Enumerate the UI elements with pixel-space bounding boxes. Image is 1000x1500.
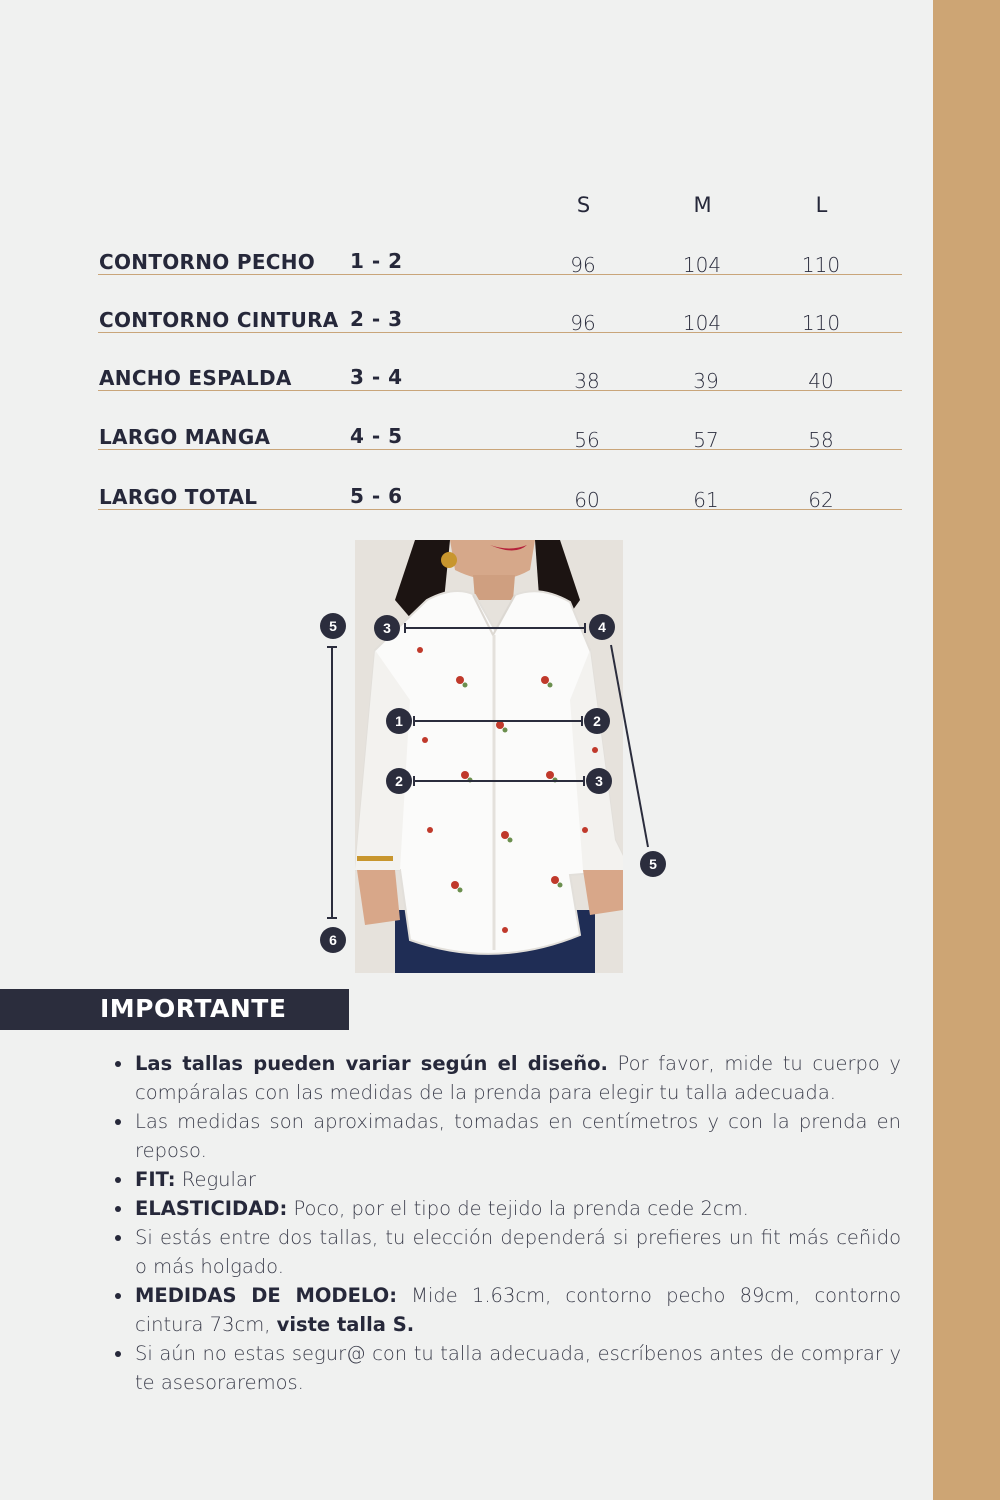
svg-text:5: 5 [329,618,337,634]
svg-text:3: 3 [383,620,391,636]
measure-points: 2 - 3 [350,307,403,331]
svg-text:1: 1 [395,713,403,729]
value-m: 104 [682,253,722,277]
note-text: Por favor, mide tu cuerpo y compáralas con las medidas de la prenda para elegir tu talla adecuada. [135,1052,901,1104]
note-item [135,1223,901,1281]
note-item [135,1339,901,1397]
value-s: 60 [574,488,600,512]
note-text: Poco, por el tipo de tejido la prenda cede 2cm. [287,1197,749,1220]
measure-points: 1 - 2 [350,249,403,273]
sleeve-length-line [611,645,648,847]
note-text: Las medidas son aproximadas, tomadas en centímetros y con la prenda en reposo. [135,1110,901,1162]
measure-label: CONTORNO CINTURA [99,308,339,332]
value-m: 57 [693,428,719,452]
marker-2-chest [584,708,610,734]
measurement-diagram [300,600,680,960]
svg-text:5: 5 [649,856,657,872]
svg-text:4: 4 [598,619,606,635]
svg-text:6: 6 [329,932,337,948]
marker-2-waist [386,768,412,794]
important-notes-list [135,1049,901,1397]
measure-points: 4 - 5 [350,424,403,448]
note-item [135,1281,901,1339]
value-l: 110 [801,311,841,335]
important-title: IMPORTANTE [100,994,287,1023]
row-ancho-espalda [98,360,902,391]
marker-3-shoulder [374,615,400,641]
size-header-m: M [693,193,713,217]
note-item [135,1165,901,1194]
marker-5-cuff [640,851,666,877]
note-text: Mide 1.63cm, contorno pecho 89cm, contorno cintura 73cm, [135,1284,902,1336]
row-largo-manga [98,419,902,450]
value-m: 61 [693,488,719,512]
value-l: 62 [808,488,834,512]
measure-label: LARGO TOTAL [99,485,258,509]
note-bold: Las tallas pueden variar según el diseño. [135,1052,608,1075]
svg-text:3: 3 [595,773,603,789]
measure-points: 3 - 4 [350,365,403,389]
note-bold: ELASTICIDAD: [135,1197,288,1220]
measure-label: ANCHO ESPALDA [99,366,292,390]
value-l: 110 [801,253,841,277]
row-largo-total [98,479,902,510]
note-bold: MEDIDAS DE MODELO: [135,1284,398,1307]
row-contorno-cintura [98,302,902,333]
value-m: 104 [682,311,722,335]
value-s: 38 [574,369,600,393]
value-l: 40 [808,369,834,393]
marker-4-shoulder [589,614,615,640]
svg-text:2: 2 [593,713,601,729]
note-text: Si estás entre dos tallas, tu elección dependerá si prefieres un fit más ceñido o más holgado. [135,1226,901,1278]
measure-label: CONTORNO PECHO [99,250,316,274]
value-l: 58 [808,428,834,452]
value-s: 56 [574,428,600,452]
measure-label: LARGO MANGA [99,425,271,449]
size-header-l: L [815,193,829,217]
marker-5-top [320,613,346,639]
note-text: Regular [175,1168,256,1191]
value-s: 96 [570,311,596,335]
note-bold: FIT: [135,1168,176,1191]
value-s: 96 [570,253,596,277]
note-item [135,1194,901,1223]
size-header-s: S [576,193,592,217]
svg-text:2: 2 [395,773,403,789]
measure-points: 5 - 6 [350,484,403,508]
note-item [135,1049,901,1107]
decorative-side-band [933,0,1000,1500]
marker-1-chest [386,708,412,734]
marker-6-hem [320,927,346,953]
marker-3-waist [586,768,612,794]
note-bold-end: viste talla S. [276,1313,415,1336]
value-m: 39 [693,369,719,393]
note-item [135,1107,901,1165]
row-contorno-pecho [98,244,902,275]
note-text: Si aún no estas segur@ con tu talla adecuada, escríbenos antes de comprar y te asesoraremos. [135,1342,901,1394]
